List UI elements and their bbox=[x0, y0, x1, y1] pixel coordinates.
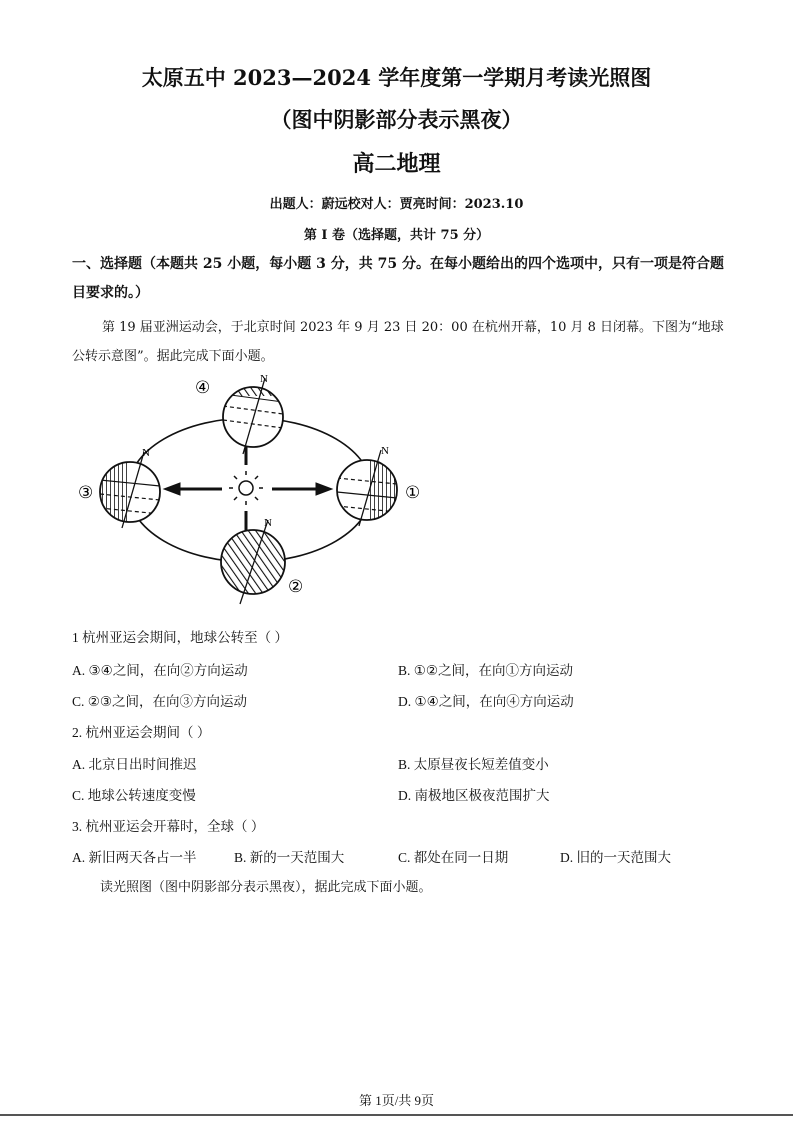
exam-title-note: （图中阴影部分表示黑夜） bbox=[270, 107, 523, 132]
question-3-option-d[interactable]: D. 旧的一天范围大 bbox=[560, 850, 671, 865]
earth-orbit-diagram bbox=[78, 372, 430, 607]
next-question-intro: 读光照图（图中阴影部分表示黑夜），据此完成下面小题。 bbox=[100, 880, 432, 895]
svg-text:N: N bbox=[381, 445, 389, 457]
earth-position-2 bbox=[221, 517, 285, 604]
question-1-option-b[interactable]: B. ①②之间，在向①方向运动 bbox=[398, 663, 573, 678]
subject-title: 高二地理 bbox=[352, 151, 441, 177]
question-3-stem: 3. 杭州亚运会开幕时，全球（ ） bbox=[72, 819, 265, 834]
question-3-option-a[interactable]: A. 新旧两天各占一半 bbox=[72, 850, 197, 865]
question-2-option-d[interactable]: D. 南极地区极夜范围扩大 bbox=[398, 788, 550, 803]
question-1-option-c[interactable]: C. ②③之间，在向③方向运动 bbox=[72, 694, 247, 709]
figure-label-2: ② bbox=[288, 577, 304, 597]
question-1-stem: 1 杭州亚运会期间，地球公转至（ ） bbox=[72, 630, 288, 645]
question-3-option-b[interactable]: B. 新的一天范围大 bbox=[234, 850, 345, 865]
question-2-option-b[interactable]: B. 太原昼夜长短差值变小 bbox=[398, 757, 549, 772]
exam-title: 太原五中 2023—2024 学年度第一学期月考读光照图 bbox=[141, 65, 652, 90]
bottom-divider bbox=[0, 1114, 793, 1116]
section-heading: 一、选择题（本题共 25 小题，每小题 3 分，共 75 分。在每小题给出的四个选项中，只有一项是符合题目要求的。） bbox=[72, 256, 724, 301]
page-number: 第 1页/共 9页 bbox=[358, 1093, 435, 1108]
earth-position-1 bbox=[337, 445, 397, 526]
svg-text:N: N bbox=[142, 447, 150, 459]
svg-text:N: N bbox=[264, 517, 272, 529]
question-1-option-a[interactable]: A. ③④之间，在向②方向运动 bbox=[72, 663, 248, 678]
svg-text:N: N bbox=[260, 373, 268, 385]
question-2-option-a[interactable]: A. 北京日出时间推迟 bbox=[72, 757, 197, 772]
setter-line: 出题人：蔚远校对人：贾亮时间：2023.10 bbox=[269, 197, 524, 212]
figure-label-4: ④ bbox=[195, 378, 211, 398]
figure-label-1: ① bbox=[405, 483, 421, 503]
question-2-stem: 2. 杭州亚运会期间（ ） bbox=[72, 725, 211, 740]
figure-label-3: ③ bbox=[78, 483, 94, 503]
earth-position-3 bbox=[100, 447, 160, 528]
question-intro: 第 19 届亚洲运动会，于北京时间 2023 年 9 月 23 日 20：00 在杭州开幕，10 月 8 日闭幕。下图为“地球公转示意图”。据此完成下面小题。 bbox=[72, 320, 724, 364]
question-2-option-c[interactable]: C. 地球公转速度变慢 bbox=[72, 788, 196, 803]
volume-heading: 第 I 卷（选择题，共计 75 分） bbox=[303, 228, 490, 243]
sun-icon bbox=[229, 471, 263, 505]
earth-position-4 bbox=[223, 373, 283, 454]
question-3-option-c[interactable]: C. 都处在同一日期 bbox=[398, 850, 509, 865]
question-1-option-d[interactable]: D. ①④之间，在向④方向运动 bbox=[398, 694, 574, 709]
